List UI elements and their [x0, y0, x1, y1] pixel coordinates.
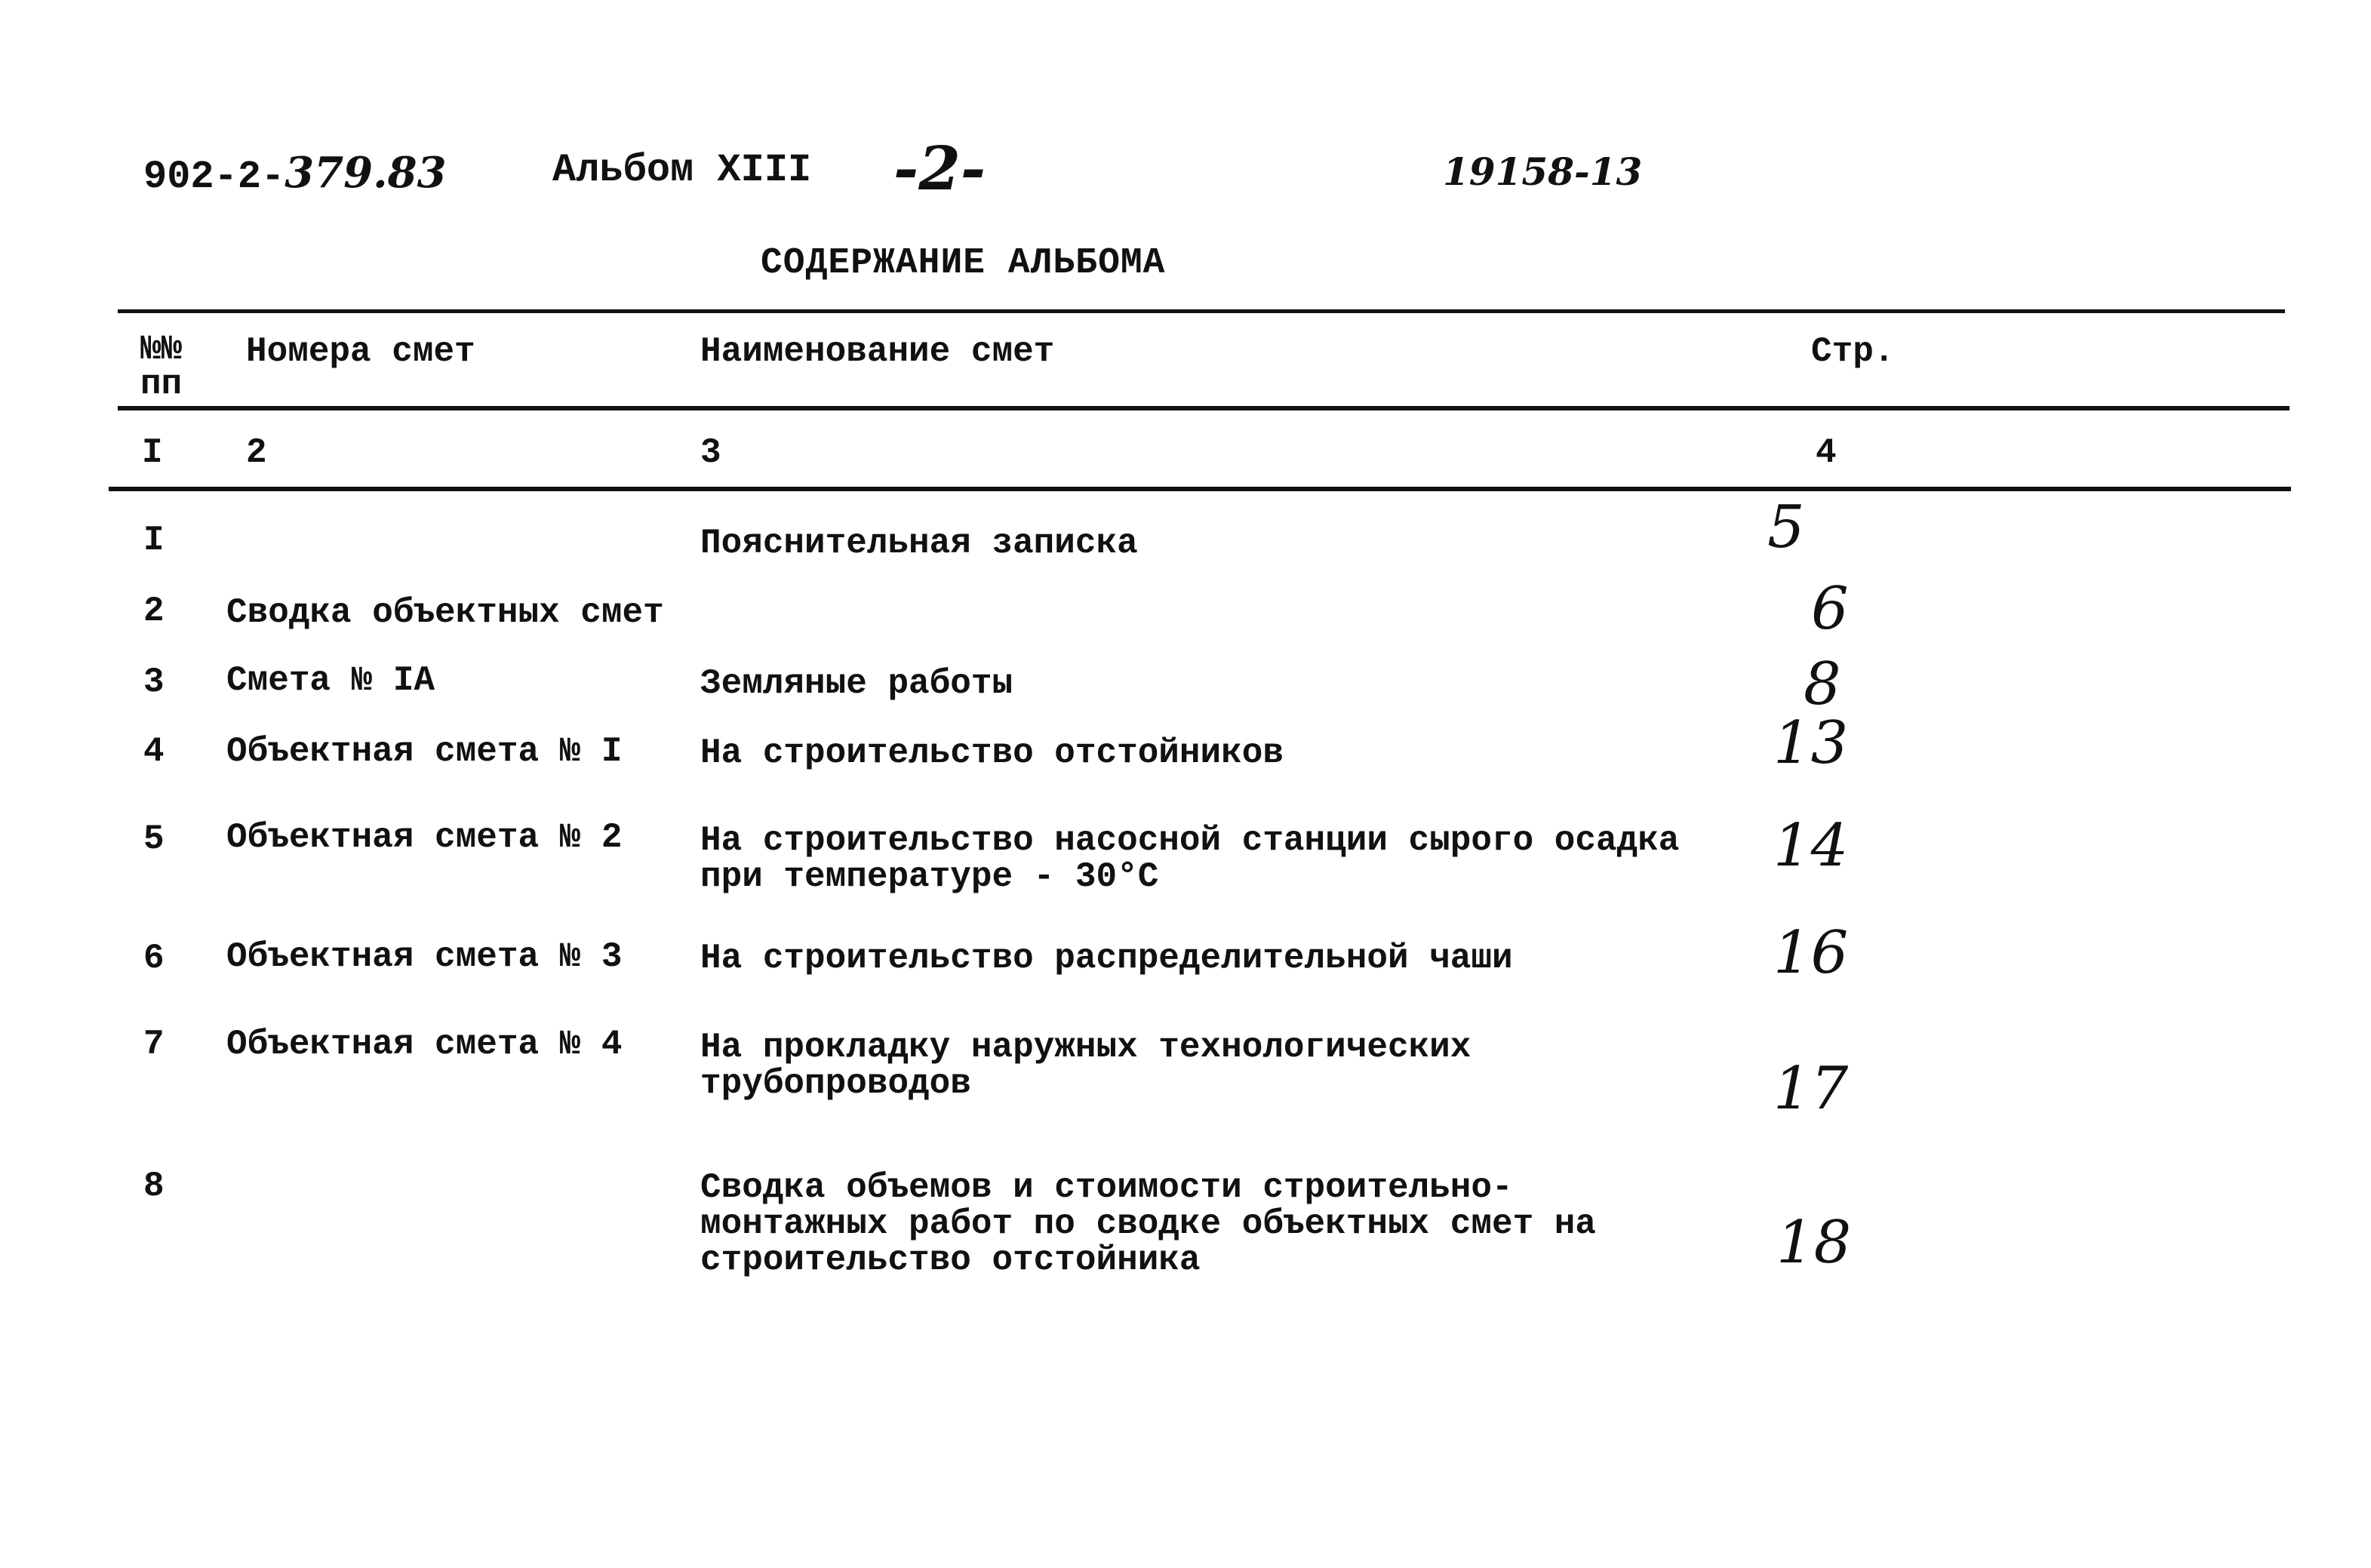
page-number: 18	[1776, 1209, 1852, 1277]
estimate-name: На строительство отстойников	[700, 733, 1284, 773]
column-number-4: 4	[1816, 433, 1837, 472]
estimate-number: Объектная смета № 2	[226, 818, 623, 857]
column-number-1: I	[142, 433, 163, 472]
column-number-2: 2	[246, 433, 267, 472]
column-header-n-line1: №№	[140, 330, 183, 369]
column-header-names: Наименование смет	[700, 332, 1055, 371]
estimate-name: Сводка объемов и стоимости строительно- монтажных работ по сводке объектных смет на строительство отстойника	[700, 1168, 1596, 1280]
column-header-n-line2: пп	[140, 364, 183, 404]
page-number: 14	[1773, 812, 1849, 880]
document-code	[143, 148, 447, 199]
inventory-number: 19158-13	[1443, 149, 1643, 194]
estimate-number: Смета № IА	[226, 661, 435, 700]
row-number: 5	[143, 819, 165, 859]
row-number: 7	[143, 1025, 165, 1064]
row-number: 4	[143, 732, 165, 771]
header-bottom-rule	[118, 406, 2290, 410]
column-header-page: Стр.	[1811, 332, 1895, 371]
album-label: Альбом XIII	[552, 148, 812, 192]
estimate-name: На строительство насосной станции сырого осадка при температуре - 30°С	[700, 821, 1680, 896]
estimate-number: Сводка объектных смет	[226, 593, 664, 632]
row-number: I	[143, 521, 165, 560]
page-number: 5	[1767, 493, 1805, 561]
document-code-handwritten: 379.83	[284, 148, 447, 198]
row-number: 3	[143, 663, 165, 702]
estimate-name: На прокладку наружных технологических трубопроводов	[700, 1028, 1471, 1103]
column-number-3: 3	[700, 433, 721, 472]
page-number: 13	[1773, 709, 1849, 777]
row-number: 8	[143, 1167, 165, 1206]
row-number: 2	[143, 592, 165, 631]
column-numbers-rule	[109, 487, 2291, 491]
document-code-typed: 902-2-	[143, 155, 285, 199]
column-header-numbers: Номера смет	[246, 332, 475, 371]
estimate-number: Объектная смета № I	[226, 732, 623, 771]
page-marker: -2-	[893, 133, 986, 204]
estimate-name: На строительство распределительной чаши	[700, 939, 1513, 978]
estimate-number: Объектная смета № 3	[226, 937, 623, 976]
estimate-number: Объектная смета № 4	[226, 1025, 623, 1064]
column-header-n	[140, 330, 183, 404]
page-number: 17	[1773, 1055, 1849, 1123]
row-number: 6	[143, 939, 165, 978]
table-top-rule	[118, 309, 2285, 313]
page-title: СОДЕРЖАНИЕ АЛЬБОМА	[761, 243, 1166, 284]
estimate-name: Пояснительная записка	[700, 524, 1138, 563]
page-number: 16	[1773, 919, 1849, 987]
page-number: 6	[1811, 575, 1849, 643]
page-number: 8	[1804, 650, 1841, 718]
estimate-name: Земляные работы	[700, 664, 1013, 703]
